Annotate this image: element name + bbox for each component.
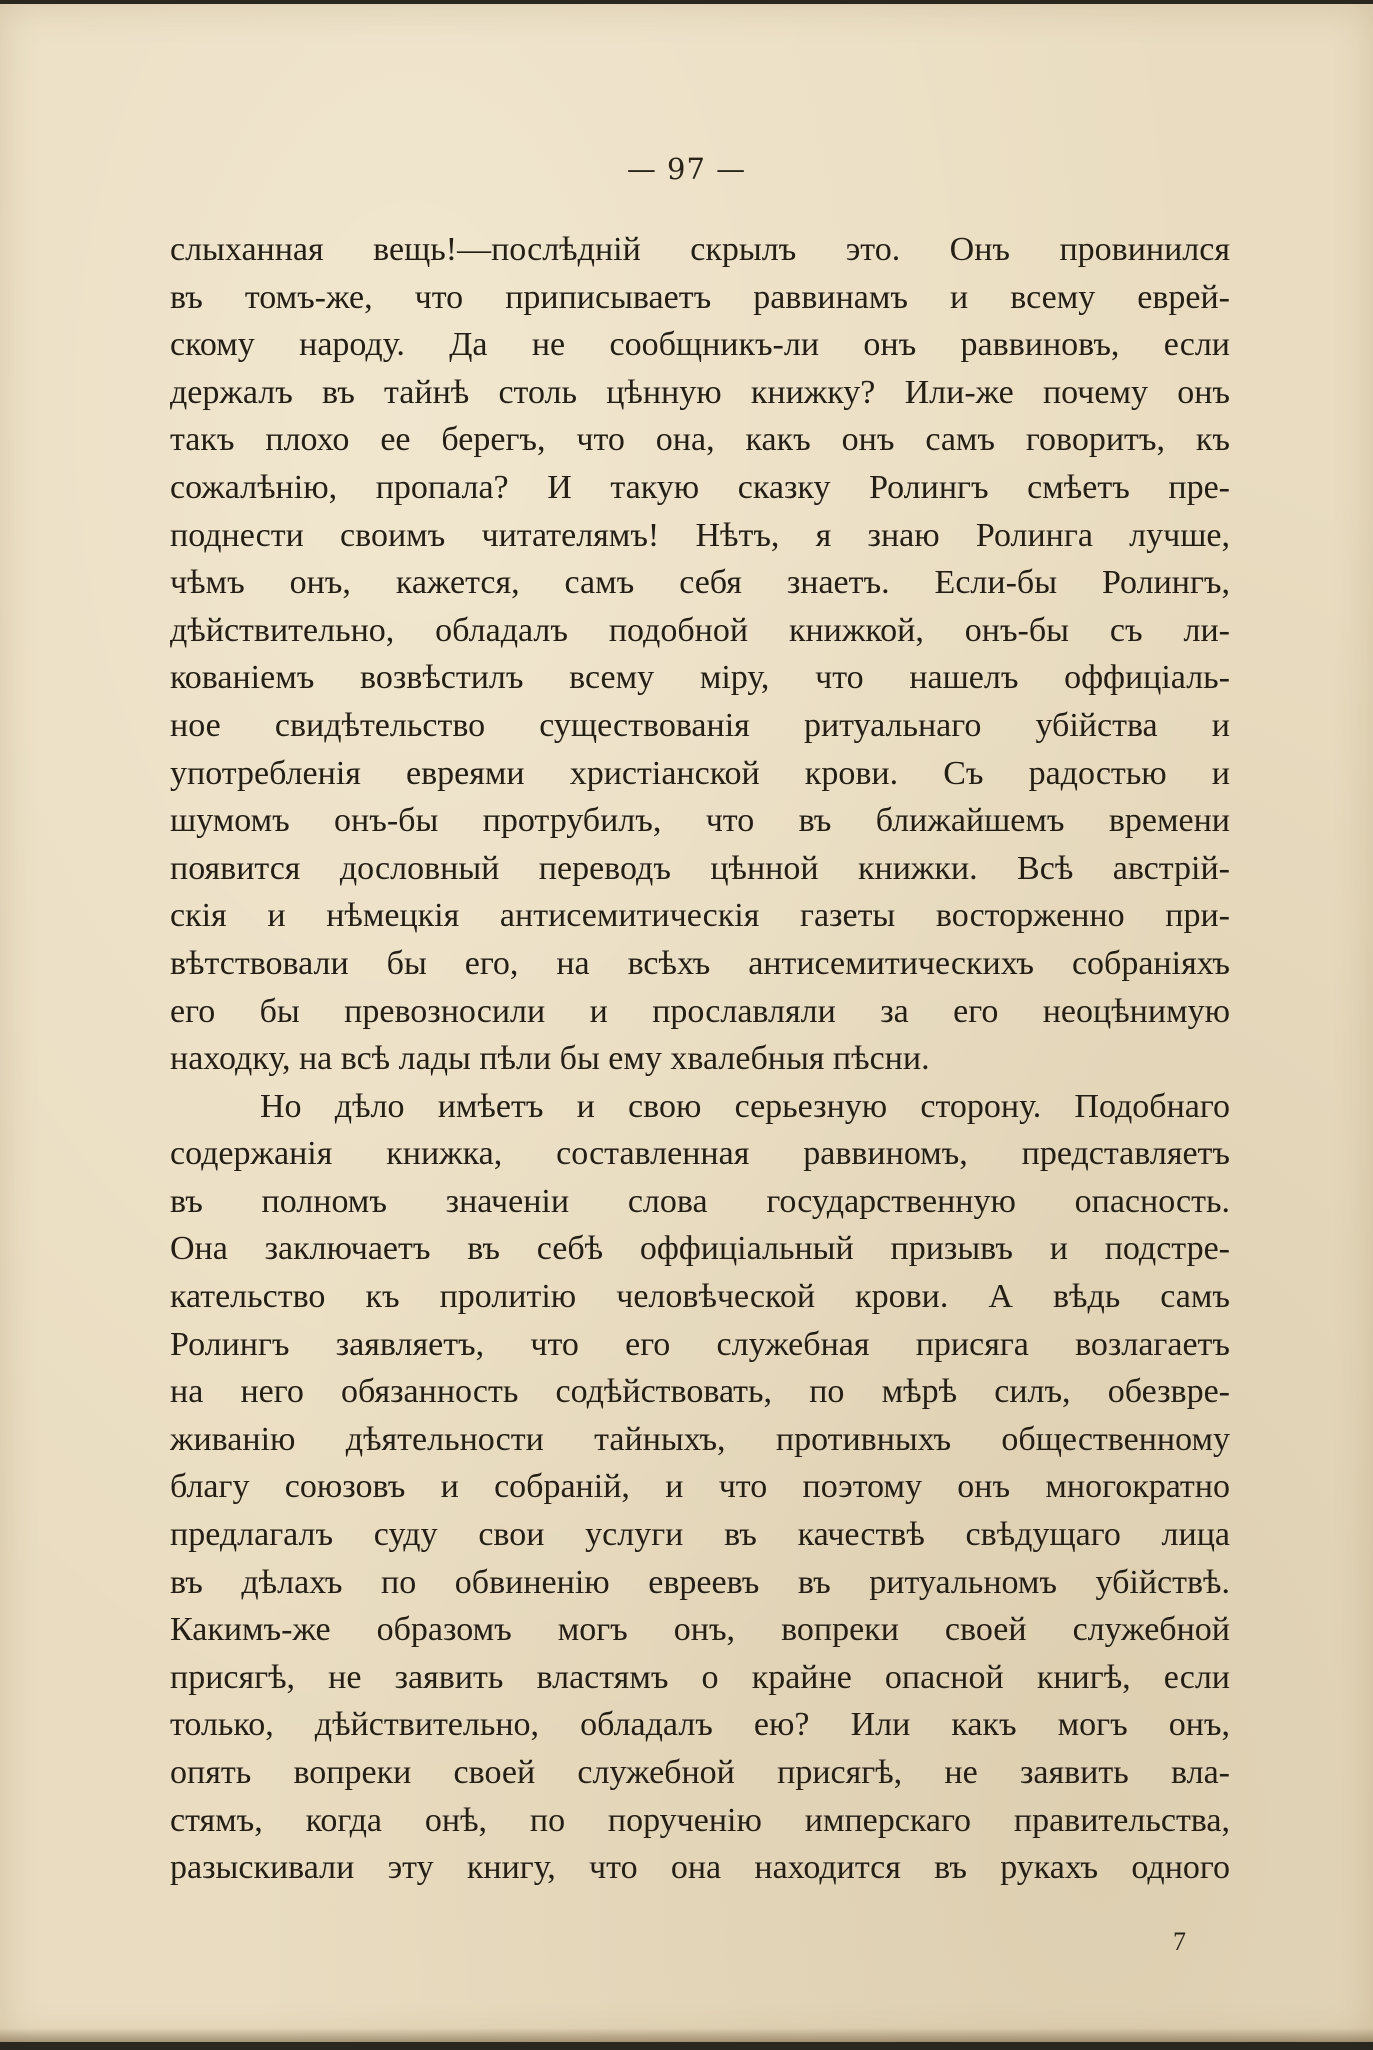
text-line: предлагалъ суду свои услуги въ качествѣ свѣдущаго лица	[170, 1516, 1230, 1554]
book-page	[0, 4, 1373, 2042]
page-number-header: — 97 —	[626, 152, 747, 186]
page-edge-shadow	[0, 2028, 1373, 2042]
text-line: въ полномъ значеніи слова государственную опасность.	[170, 1182, 1230, 1220]
text-line: стямъ, когда онѣ, по порученію имперскаго правительства,	[170, 1801, 1230, 1839]
body-text	[170, 226, 1230, 1892]
text-line: находку, на всѣ лады пѣли бы ему хвалебныя пѣсни.	[170, 1040, 930, 1078]
text-line: Она заключаетъ въ себѣ оффиціальный призывъ и подстре-	[170, 1230, 1230, 1268]
text-line: присягѣ, не заявить властямъ о крайне опасной книгѣ, если	[170, 1658, 1230, 1696]
text-line: въ дѣлахъ по обвиненію евреевъ въ ритуальномъ убійствѣ.	[170, 1563, 1230, 1601]
text-line: употребленія евреями христіанской крови. Съ радостью и	[170, 754, 1230, 792]
text-line: Ролингъ заявляетъ, что его служебная присяга возлагаетъ	[170, 1325, 1230, 1363]
paragraph-1	[170, 226, 1230, 1083]
text-line: разыскивали эту книгу, что она находится въ рукахъ одного	[170, 1849, 1230, 1887]
text-line: только, дѣйствительно, обладалъ ею? Или какъ могъ онъ,	[170, 1706, 1230, 1744]
text-line: опять вопреки своей служебной присягѣ, не заявить вла-	[170, 1754, 1230, 1791]
text-line: такъ плохо ее берегъ, что она, какъ онъ самъ говоритъ, къ	[170, 421, 1230, 459]
text-line: на него обязанность содѣйствовать, по мѣрѣ силъ, обезвре-	[170, 1373, 1230, 1411]
text-line: Какимъ-же образомъ могъ онъ, вопреки своей служебной	[170, 1611, 1230, 1649]
text-line: кательство къ пролитію человѣческой крови. А вѣдь самъ	[170, 1278, 1230, 1316]
text-line: содержанія книжка, составленная раввиномъ, представляетъ	[170, 1135, 1230, 1173]
text-line: сожалѣнію, пропала? И такую сказку Ролингъ смѣетъ пре-	[170, 468, 1230, 506]
text-line: скому народу. Да не сообщникъ-ли онъ раввиновъ, если	[170, 326, 1230, 364]
text-line: его бы превозносили и прославляли за его неоцѣнимую	[170, 992, 1230, 1030]
text-line: чѣмъ онъ, кажется, самъ себя знаетъ. Если-бы Ролингъ,	[170, 564, 1230, 602]
text-line: благу союзовъ и собраній, и что поэтому онъ многократно	[170, 1468, 1230, 1506]
text-line: шумомъ онъ-бы протрубилъ, что въ ближайшемъ времени	[170, 802, 1230, 840]
text-line: скія и нѣмецкія антисемитическія газеты восторженно при-	[170, 897, 1230, 935]
text-line: въ томъ-же, что приписываетъ раввинамъ и всему еврей-	[170, 278, 1230, 316]
text-line: Но дѣло имѣетъ и свою серьезную сторону. Подобнаго	[260, 1087, 1230, 1125]
text-line: поднести своимъ читателямъ! Нѣтъ, я знаю Ролинга лучше,	[170, 516, 1230, 554]
text-line: ное свидѣтельство существованія ритуальнаго убійства и	[170, 706, 1230, 744]
text-line: живанію дѣятельности тайныхъ, противныхъ общественному	[170, 1420, 1230, 1458]
text-line: дѣйствительно, обладалъ подобной книжкой, онъ-бы съ ли-	[170, 611, 1230, 649]
text-line: вѣтствовали бы его, на всѣхъ антисемитическихъ собраніяхъ	[170, 944, 1230, 982]
text-line: держалъ въ тайнѣ столь цѣнную книжку? Или-же почему онъ	[170, 373, 1230, 411]
signature-mark: 7	[1173, 1927, 1186, 1956]
text-line: кованіемъ возвѣстилъ всему міру, что нашелъ оффиціаль-	[170, 659, 1230, 697]
text-line: слыханная вещь!—послѣдній скрылъ это. Онъ провинился	[170, 231, 1230, 268]
paragraph-2	[170, 1083, 1230, 1892]
text-line: появится дословный переводъ цѣнной книжки. Всѣ австрій-	[170, 849, 1230, 887]
